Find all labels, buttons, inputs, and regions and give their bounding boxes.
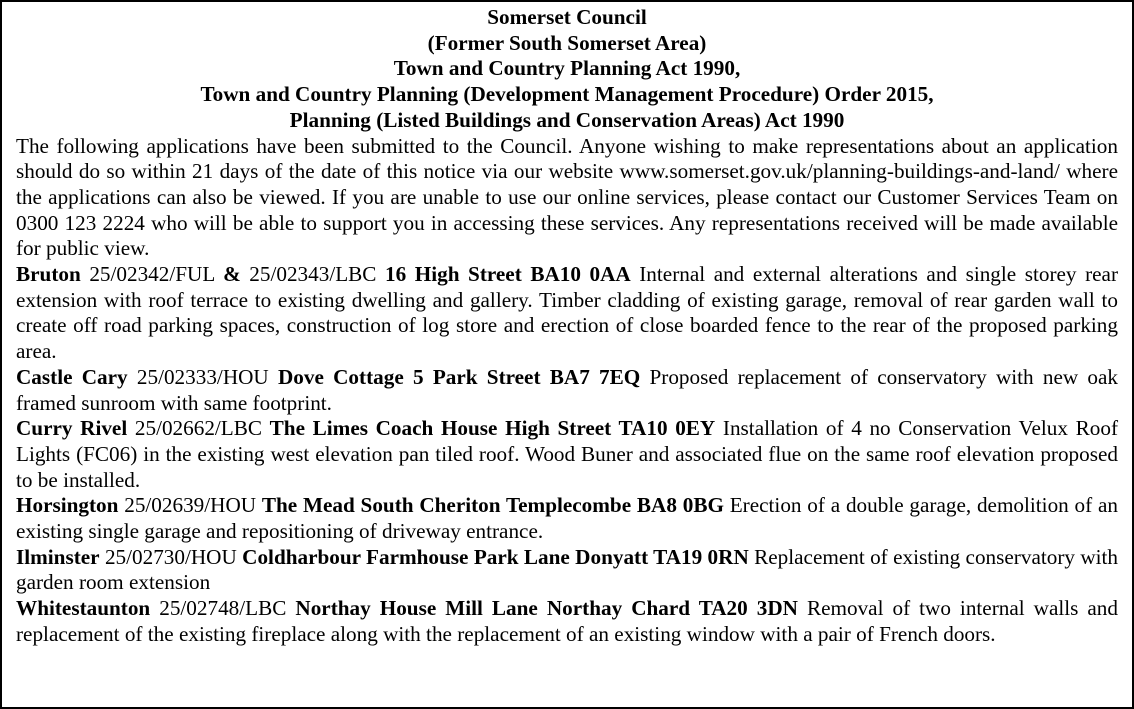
site-address: The Limes Coach House High Street TA10 0EY bbox=[269, 416, 716, 441]
application-description: Proposed replacement of conservatory with new oak framed sunroom with same footprint. bbox=[16, 364, 1119, 415]
application-reference: 25/02730/HOU bbox=[104, 544, 237, 569]
site-address: 16 High Street BA10 0AA bbox=[384, 262, 631, 287]
council-name: Somerset Council bbox=[487, 5, 647, 29]
application-description: Removal of two internal walls and replacement of the existing fireplace along with the replacement of an existing window with a pair of French doors. bbox=[16, 596, 1118, 646]
parish-name: Castle Cary bbox=[16, 364, 128, 389]
parish-name: Whitestaunton bbox=[16, 596, 151, 621]
parish-name: Horsington bbox=[16, 493, 119, 518]
application-reference: 25/02748/LBC bbox=[159, 596, 287, 621]
site-address: Northay House Mill Lane Northay Chard TA20 3DN bbox=[295, 596, 798, 621]
application-reference: 25/02333/HOU bbox=[136, 364, 269, 389]
application-reference-2: 25/02343/LBC bbox=[249, 262, 377, 287]
site-address: Coldharbour Farmhouse Park Lane Donyatt TA19 0RN bbox=[242, 544, 749, 569]
application-entry bbox=[16, 596, 1118, 647]
parish-name: Ilminster bbox=[16, 544, 100, 569]
application-reference: 25/02639/HOU bbox=[124, 493, 257, 518]
application-description: Replacement of existing conservatory with garden room extension bbox=[16, 544, 1119, 595]
application-description: Installation of 4 no Conservation Velux Roof Lights (FC06) in the existing west elevation pan tiled roof. Wood Buner and associated flue on the same roof elevation proposed to be installed. bbox=[16, 416, 1118, 492]
act-title-1: Town and Country Planning Act 1990, bbox=[393, 56, 741, 81]
intro-paragraph: The following applications have been submitted to the Council. Anyone wishing to make representations about an application should do so within 21 days of the date of this notice via our website www.somerset.gov.uk/planning-buildings-and-land/ where the applications can also be viewed. If you are unable to use our online services, please contact our Customer Services Team on 0300 123 2224 who will be able to support you in accessing these services. Any representations received will be made available for public view. bbox=[16, 133, 1118, 261]
application-reference: 25/02662/LBC bbox=[134, 416, 263, 441]
application-entry bbox=[16, 493, 1118, 544]
application-description: Internal and external alterations and single storey rear extension with roof terrace to existing dwelling and gallery. Timber cladding of existing garage, removal of rear garden wall to create off road parking spaces, construction of log store and erection of close boarded fence to the rear of the proposed parking area. bbox=[16, 262, 1118, 364]
council-area: (Former South Somerset Area) bbox=[427, 30, 707, 55]
application-description: Erection of a double garage, demolition of an existing single garage and repositioning of driveway entrance. bbox=[16, 493, 1118, 544]
parish-name: Bruton bbox=[16, 262, 81, 287]
application-entry bbox=[16, 365, 1118, 416]
act-title-3: Planning (Listed Buildings and Conservation Areas) Act 1990 bbox=[289, 107, 845, 132]
application-entry bbox=[16, 416, 1118, 493]
reference-ampersand: & bbox=[223, 262, 241, 287]
application-entry bbox=[16, 262, 1118, 365]
site-address: Dove Cottage 5 Park Street BA7 7EQ bbox=[277, 364, 641, 389]
application-entry bbox=[16, 545, 1118, 596]
application-reference: 25/02342/FUL bbox=[89, 262, 215, 287]
act-title-2: Town and Country Planning (Development Management Procedure) Order 2015, bbox=[200, 82, 934, 107]
site-address: The Mead South Cheriton Templecombe BA8 0BG bbox=[261, 493, 724, 518]
parish-name: Curry Rivel bbox=[16, 416, 128, 441]
notice-header bbox=[16, 5, 1118, 134]
